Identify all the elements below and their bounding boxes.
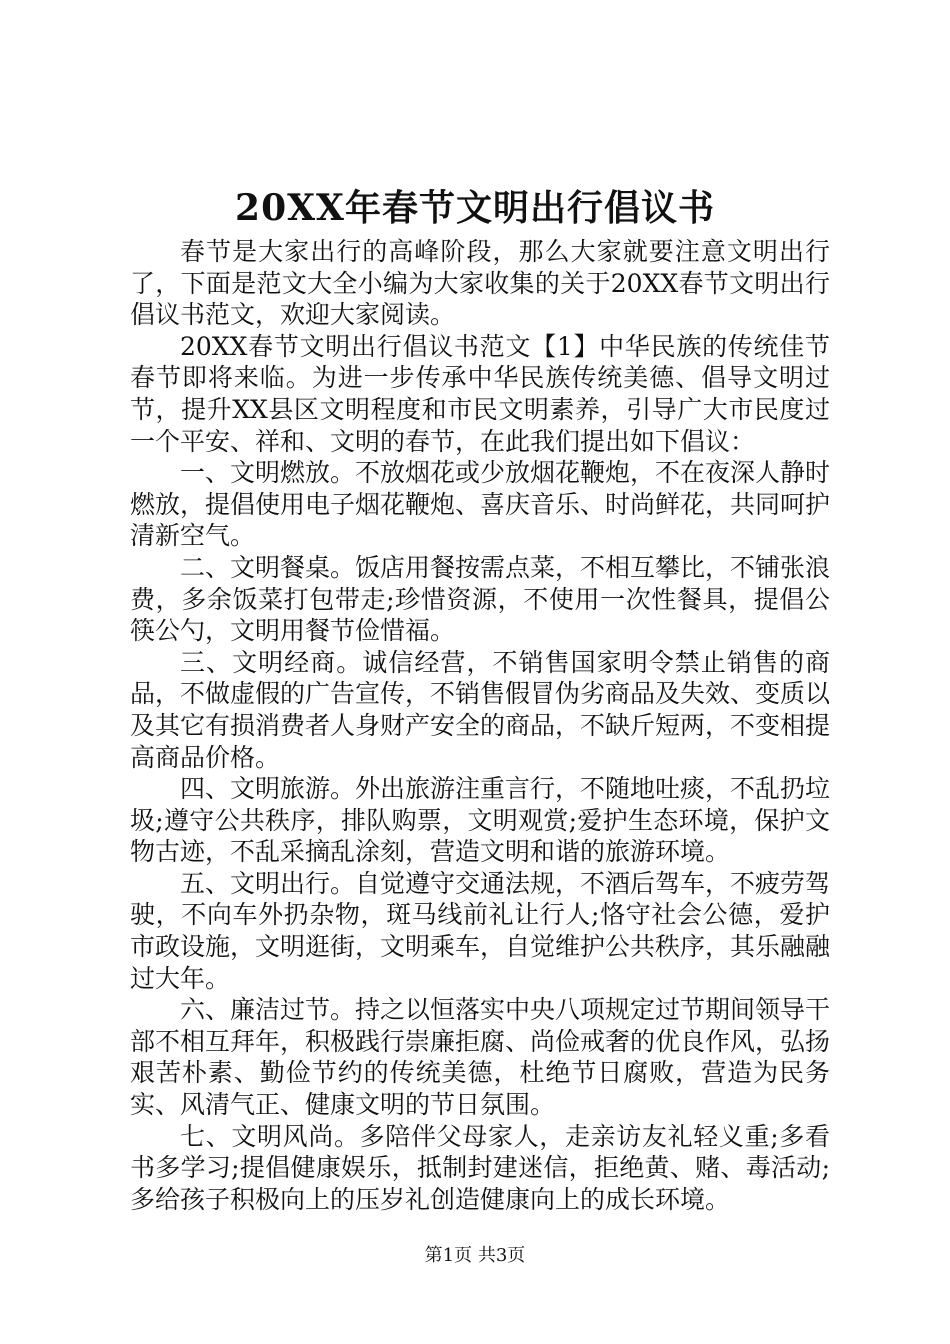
document-body <box>130 236 830 1215</box>
paragraph-item-7: 七、文明风尚。多陪伴父母家人，走亲访友礼轻义重;多看书多学习;提倡健康娱乐，抵制封建迷信，拒绝黄、赌、毒活动;多给孩子积极向上的压岁礼创造健康向上的成长环境。 <box>130 1121 830 1214</box>
paragraph-item-6: 六、廉洁过节。持之以恒落实中央八项规定过节期间领导干部不相互拜年，积极践行崇廉拒腐、尚俭戒奢的优良作风，弘扬艰苦朴素、勤俭节约的传统美德，杜绝节日腐败，营造为民务实、风清气正、健康文明的节日氛围。 <box>130 995 831 1120</box>
paragraph-item-1: 一、文明燃放。不放烟花或少放烟花鞭炮，不在夜深人静时燃放，提倡使用电子烟花鞭炮、喜庆音乐、时尚鲜花，共同呵护清新空气。 <box>130 458 831 551</box>
paragraph-preamble: 20XX春节文明出行倡议书范文【1】中华民族的传统佳节春节即将来临。为进一步传承中华民族传统美德、倡导文明过节，提升XX县区文明程度和市民文明素养，引导广大市民度过一个平安、祥和、文明的春节，在此我们提出如下倡议： <box>130 331 830 456</box>
paragraph-item-4: 四、文明旅游。外出旅游注重言行，不随地吐痰，不乱扔垃圾;遵守公共秩序，排队购票，文明观赏;爱护生态环境，保护文物古迹，不乱采摘乱涂刻，营造文明和谐的旅游环境。 <box>130 774 831 867</box>
document-title: 20XX年春节文明出行倡议书 <box>235 187 715 229</box>
paragraph-intro: 春节是大家出行的高峰阶段，那么大家就要注意文明出行了，下面是范文大全小编为大家收集的关于20XX春节文明出行倡议书范文，欢迎大家阅读。 <box>130 237 830 330</box>
paragraph-item-2: 二、文明餐桌。饭店用餐按需点菜，不相互攀比，不铺张浪费，多余饭菜打包带走;珍惜资源，不使用一次性餐具，提倡公筷公勺，文明用餐节俭惜福。 <box>130 552 831 646</box>
paragraph-item-5: 五、文明出行。自觉遵守交通法规，不酒后驾车，不疲劳驾驶，不向车外扔杂物，斑马线前礼让行人;恪守社会公德，爱护市政设施，文明逛街，文明乘车，自觉维护公共秩序，其乐融融过大年。 <box>130 868 831 993</box>
paragraph-item-3: 三、文明经商。诚信经营，不销售国家明令禁止销售的商品，不做虚假的广告宣传，不销售假冒伪劣商品及失效、变质以及其它有损消费者人身财产安全的商品，不缺斤短两，不变相提高商品价格。 <box>130 647 831 772</box>
page-number-footer: 第1页 共3页 <box>424 1245 526 1266</box>
